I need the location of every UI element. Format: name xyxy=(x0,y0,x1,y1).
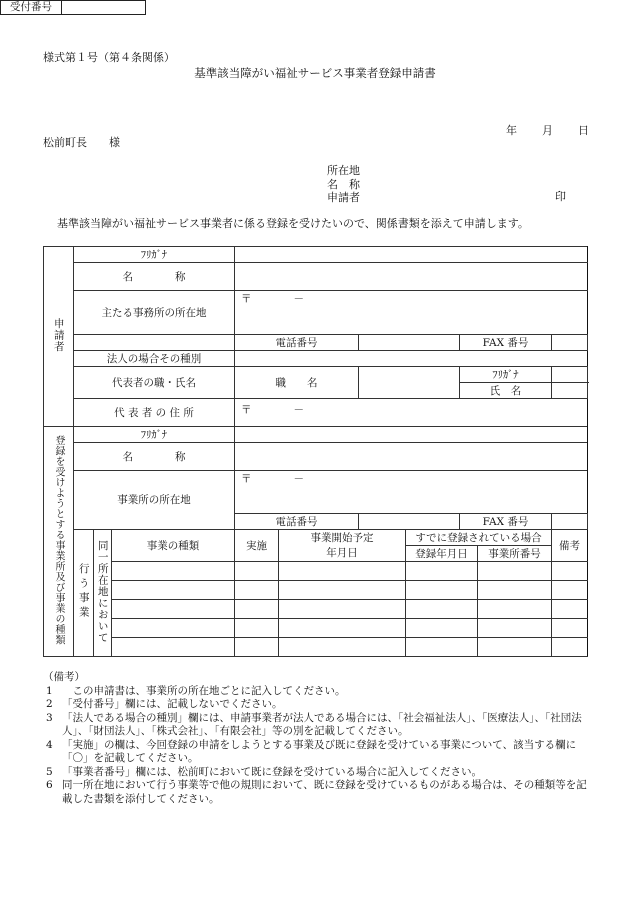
registration-date-cell[interactable] xyxy=(406,638,478,657)
applicant-address-label: 所在地 xyxy=(327,164,360,177)
applicant-phone-label: 電話番号 xyxy=(235,334,359,350)
addressee: 松前町長 様 xyxy=(43,136,120,149)
office-number-cell[interactable] xyxy=(478,600,552,619)
office-address-field[interactable] xyxy=(235,486,588,514)
remarks-cell[interactable] xyxy=(552,581,588,600)
start-date-cell[interactable] xyxy=(279,638,406,657)
same-location-label: 同一所在地において xyxy=(94,530,112,657)
office-section-label: 登録を受けようとする事業所及び事業の種類 xyxy=(44,426,74,657)
application-form-table xyxy=(43,246,588,657)
notes-heading: （備考） xyxy=(43,671,85,683)
notes-section xyxy=(43,671,588,806)
business-label: 行う事業 xyxy=(74,530,94,657)
applicant-name-label: 名 称 xyxy=(74,263,235,291)
business-type-cell[interactable] xyxy=(112,600,235,619)
rep-furigana-field[interactable] xyxy=(552,366,588,382)
date-month: 月 xyxy=(542,124,553,137)
business-row xyxy=(44,619,588,638)
implementation-cell[interactable] xyxy=(235,619,279,638)
office-address-label: 事業所の所在地 xyxy=(74,470,235,530)
office-fax-field[interactable] xyxy=(552,514,588,530)
office-furigana-field[interactable] xyxy=(235,426,588,442)
office-phone-label: 電話番号 xyxy=(235,514,359,530)
reception-number-box xyxy=(0,0,146,15)
corp-type-field[interactable] xyxy=(235,350,588,366)
applicant-label: 申請者 xyxy=(327,191,360,204)
remarks-cell[interactable] xyxy=(552,619,588,638)
office-furigana-label: ﾌﾘｶﾞﾅ xyxy=(74,426,235,442)
office-fax-label: FAX 番号 xyxy=(460,514,552,530)
office-number-cell[interactable] xyxy=(478,581,552,600)
col-implementation: 実施 xyxy=(235,530,279,562)
applicant-furigana-label: ﾌﾘｶﾞﾅ xyxy=(74,247,235,263)
applicant-section-label: 申請者 xyxy=(44,247,74,427)
rep-position-field[interactable] xyxy=(359,366,460,398)
main-office-address-label: 主たる事務所の所在地 xyxy=(74,291,235,335)
business-row xyxy=(44,600,588,619)
note-item: 3 「法人である場合の種別」欄には、申請事業者が法人である場合には、「社会福祉法人」、「医療法人」、「社団法人」、「財団法人」、「株式会社」、「有限会社」等の別を記載してください。 xyxy=(46,711,582,737)
note-item: 1 この申請書は、事業所の所在地ごとに記入してください。 xyxy=(46,684,346,697)
implementation-cell[interactable] xyxy=(235,581,279,600)
date-day: 日 xyxy=(578,124,589,137)
col-already-registered: すでに登録されている場合 xyxy=(406,530,552,546)
note-item: 6 同一所在地において行う事業等で他の規則において、既に登録を受けているものがある場合は、その種類等を記載した書類を添付してください。 xyxy=(46,779,587,805)
rep-title-name-label: 代表者の職・氏名 xyxy=(74,366,235,398)
business-type-cell[interactable] xyxy=(112,562,235,581)
office-phone-field[interactable] xyxy=(359,514,460,530)
note-item: 5 「事業者番号」欄には、松前町において既に登録を受けている場合に記入してください。 xyxy=(46,765,482,778)
applicant-fax-field[interactable] xyxy=(552,334,588,350)
rep-address-label: 代 表 者 の 住 所 xyxy=(74,398,235,426)
corp-type-label: 法人の場合その種別 xyxy=(74,350,235,366)
applicant-phone-field[interactable] xyxy=(359,334,460,350)
col-business-type: 事業の種類 xyxy=(112,530,235,562)
seal-mark: 印 xyxy=(555,190,566,203)
rep-name-field[interactable] xyxy=(552,382,588,398)
registration-date-cell[interactable] xyxy=(406,619,478,638)
applicant-fax-label: FAX 番号 xyxy=(460,334,552,350)
reception-number-label: 受付番号 xyxy=(1,1,62,14)
document-title: 基準該当障がい福祉サービス事業者登録申請書 xyxy=(194,66,436,80)
rep-name-label: 氏 名 xyxy=(460,382,552,398)
rep-furigana-label: ﾌﾘｶﾞﾅ xyxy=(460,366,552,382)
form-number: 様式第１号（第４条関係） xyxy=(43,51,175,64)
start-date-cell[interactable] xyxy=(279,581,406,600)
col-office-number: 事業所番号 xyxy=(478,546,552,562)
col-registration-date: 登録年月日 xyxy=(406,546,478,562)
applicant-furigana-field[interactable] xyxy=(235,247,588,263)
registration-date-cell[interactable] xyxy=(406,581,478,600)
office-name-label: 名 称 xyxy=(74,442,235,470)
applicant-name-field[interactable] xyxy=(235,263,588,291)
main-office-postal-field[interactable]: 〒 － xyxy=(235,291,588,307)
applicant-name-label: 名 称 xyxy=(327,177,360,191)
applicant-block xyxy=(327,164,360,205)
office-number-cell[interactable] xyxy=(478,619,552,638)
note-item: 2 「受付番号」欄には、記載しないでください。 xyxy=(46,698,283,710)
col-remarks: 備考 xyxy=(552,530,588,562)
remarks-cell[interactable] xyxy=(552,638,588,657)
business-type-cell[interactable] xyxy=(112,619,235,638)
start-date-cell[interactable] xyxy=(279,562,406,581)
intro-text: 基準該当障がい福祉サービス事業者に係る登録を受けたいので、関係書類を添えて申請します。 xyxy=(57,217,529,230)
office-number-cell[interactable] xyxy=(478,562,552,581)
implementation-cell[interactable] xyxy=(235,600,279,619)
registration-date-cell[interactable] xyxy=(406,600,478,619)
rep-address-field[interactable]: 〒 － xyxy=(235,398,588,426)
business-row xyxy=(44,562,588,581)
col-start-date: 事業開始予定 年月日 xyxy=(279,530,406,562)
business-type-cell[interactable] xyxy=(112,638,235,657)
office-number-cell[interactable] xyxy=(478,638,552,657)
registration-date-cell[interactable] xyxy=(406,562,478,581)
office-name-field[interactable] xyxy=(235,442,588,470)
business-type-cell[interactable] xyxy=(112,581,235,600)
note-item: 4 「実施」の欄は、今回登録の申請をしようとする事業及び既に登録を受けている事業について、該当する欄に「〇」を記載してください。 xyxy=(46,738,577,764)
office-postal-field[interactable]: 〒 － xyxy=(235,470,588,486)
implementation-cell[interactable] xyxy=(235,562,279,581)
remarks-cell[interactable] xyxy=(552,562,588,581)
business-row xyxy=(44,581,588,600)
main-office-address-label-cont xyxy=(74,334,235,350)
business-row xyxy=(44,638,588,657)
rep-position-label: 職 名 xyxy=(235,366,359,398)
implementation-cell[interactable] xyxy=(235,638,279,657)
date-year: 年 xyxy=(506,124,517,137)
start-date-cell[interactable] xyxy=(279,600,406,619)
start-date-cell[interactable] xyxy=(279,619,406,638)
reception-number-field[interactable] xyxy=(62,1,145,14)
remarks-cell[interactable] xyxy=(552,600,588,619)
main-office-address-field[interactable] xyxy=(235,306,588,334)
